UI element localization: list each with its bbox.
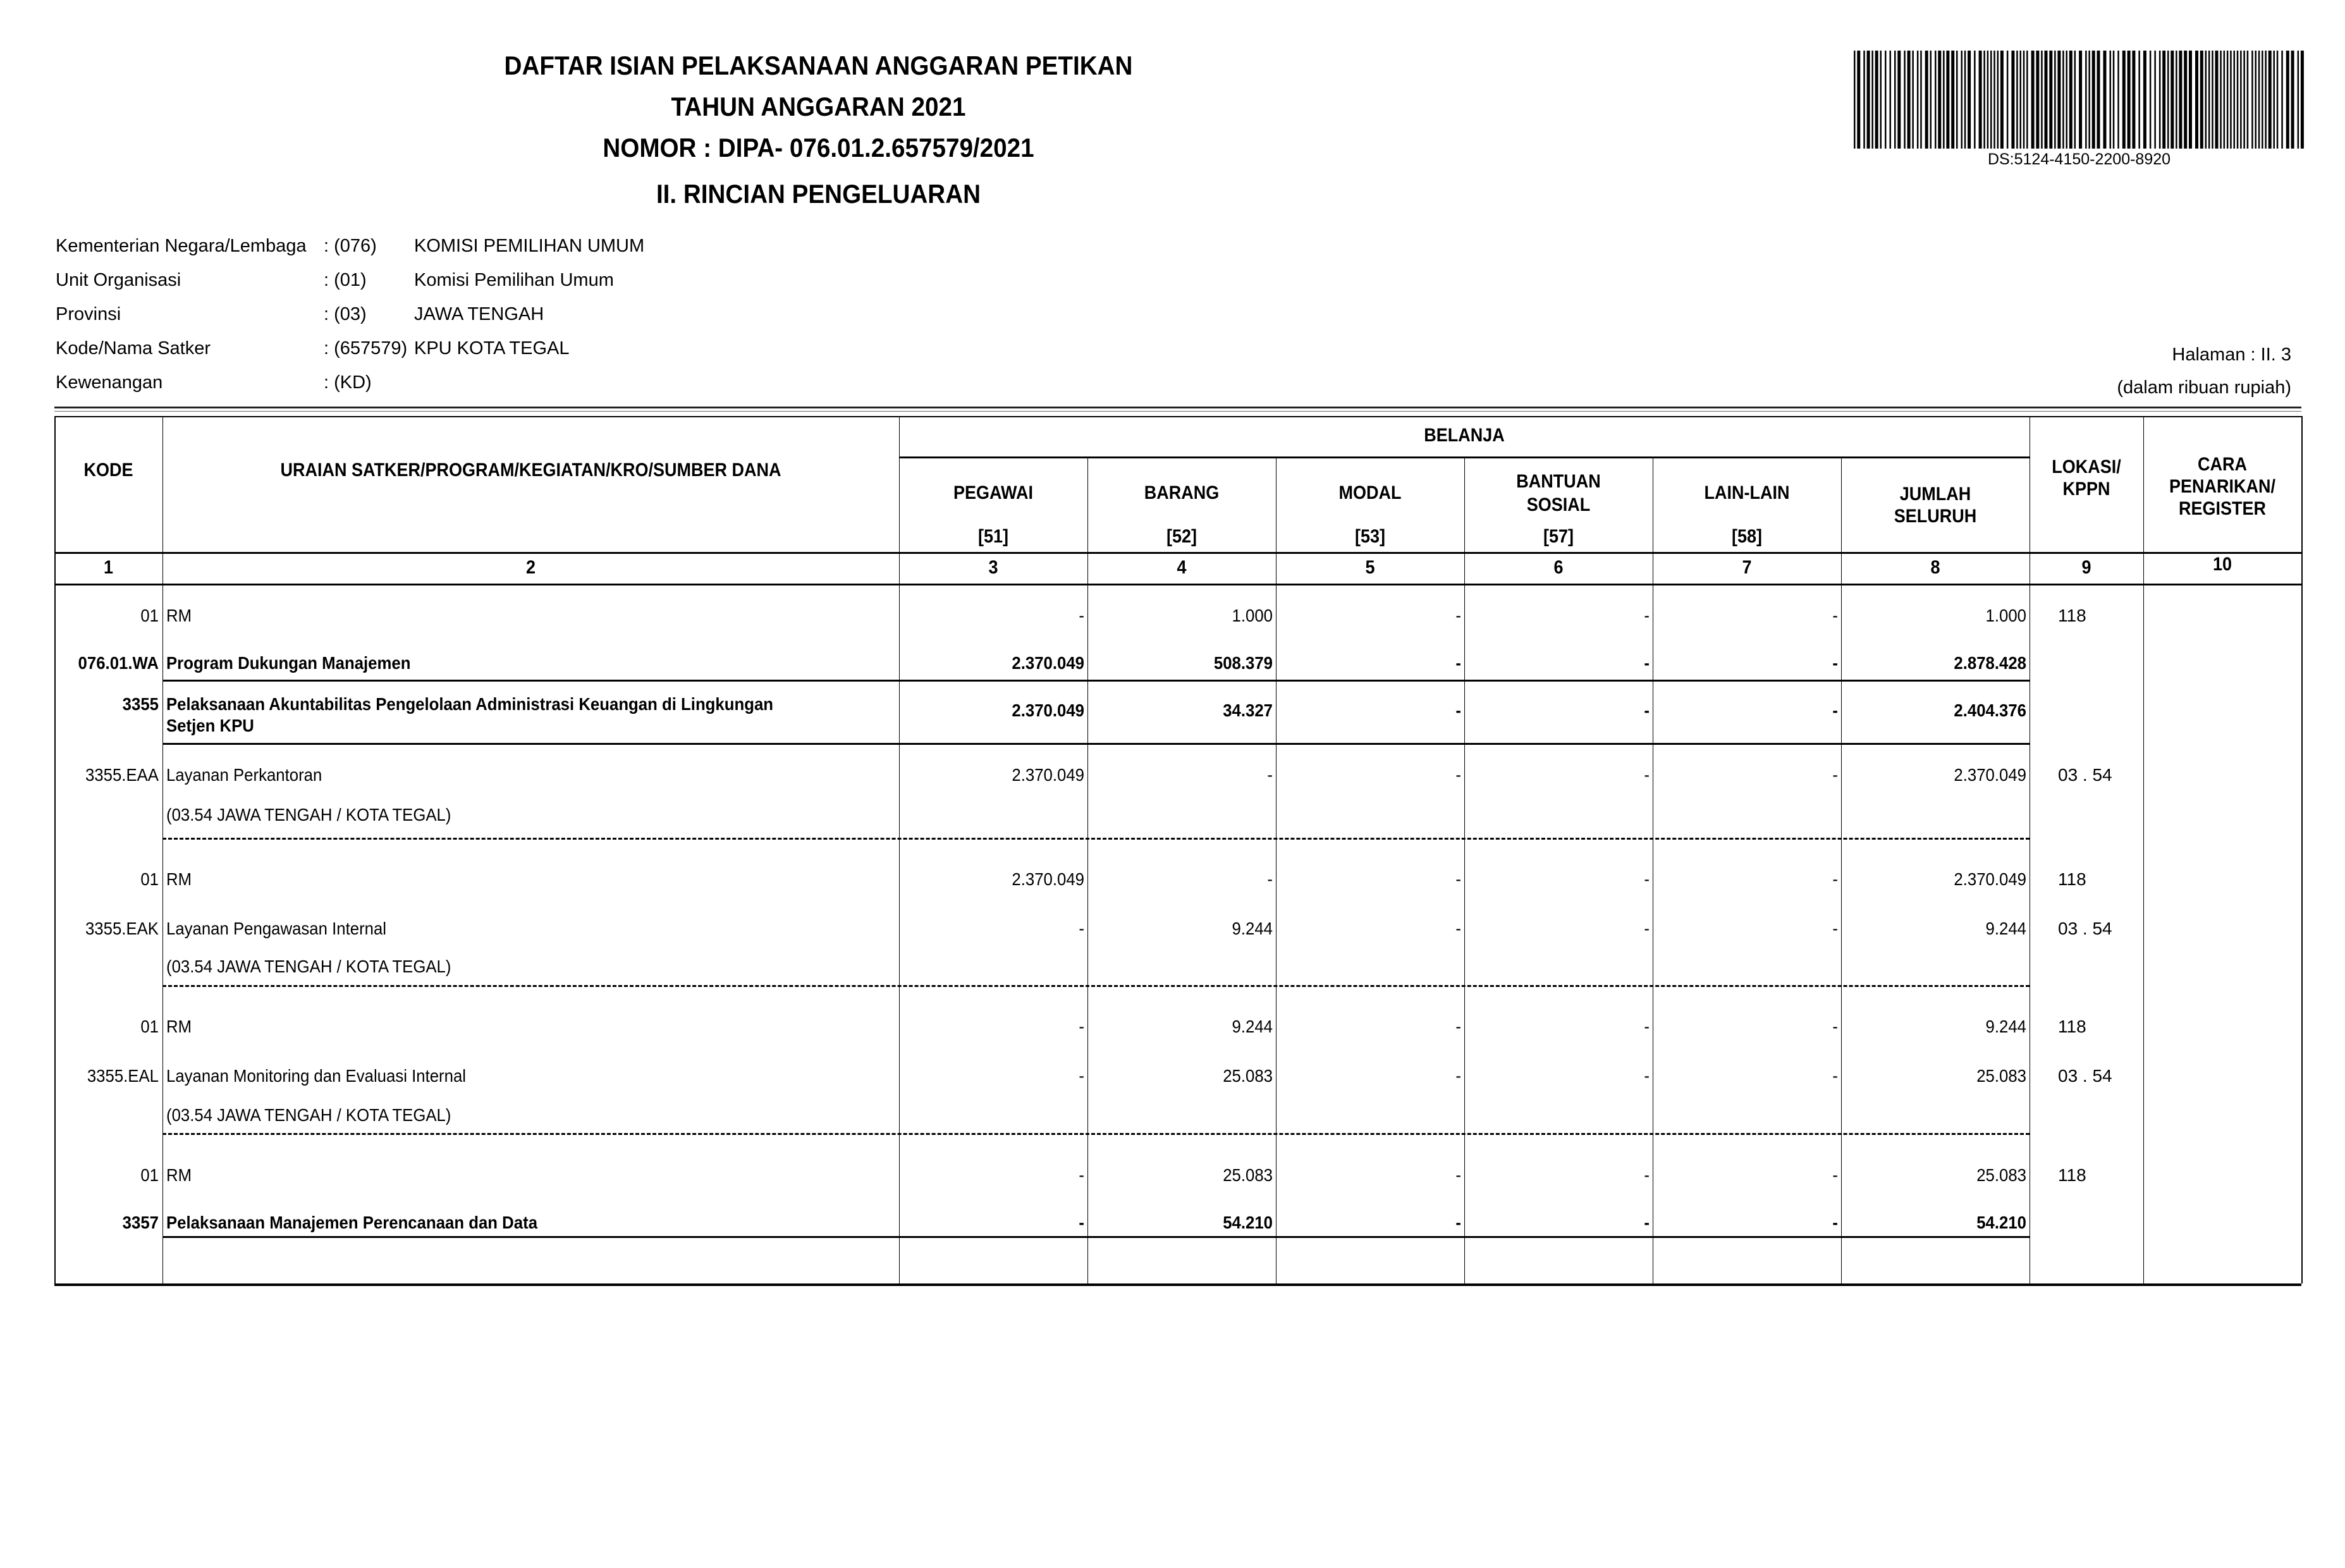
barcode-bar (2085, 51, 2087, 149)
row-modal: - (1455, 765, 1461, 785)
column-divider (2143, 416, 2144, 1283)
row-jumlah: 1.000 (1985, 606, 2026, 625)
barcode-bar (1990, 51, 1992, 149)
row-pegawai: - (1079, 1213, 1084, 1232)
row-separator-dashed (162, 985, 2030, 987)
barcode-bar (2258, 51, 2260, 149)
barcode-bar (1956, 51, 1958, 149)
row-barang: 54.210 (1223, 1213, 1273, 1232)
barcode-bar (1897, 51, 1901, 149)
barcode-bar (2212, 51, 2213, 149)
row-uraian: Layanan Perkantoran (166, 765, 322, 785)
barcode-bar (1875, 51, 1878, 149)
meta-code: : (01) (324, 270, 367, 290)
table-border-right (2301, 416, 2303, 1283)
barcode-bar (1863, 51, 1865, 149)
barcode-bar (1983, 51, 1985, 149)
barcode-bar (2159, 51, 2161, 149)
row-kode: 3357 (122, 1213, 159, 1232)
barcode-bar (2117, 51, 2119, 149)
row-barang: 508.379 (1213, 653, 1273, 673)
header-cara-2: PENARIKAN/ (2169, 476, 2276, 497)
row-bansos: - (1644, 606, 1650, 625)
row-jumlah: 2.878.428 (1954, 653, 2026, 673)
header-pegawai: PEGAWAI (953, 482, 1034, 503)
header-barang: BARANG (1144, 482, 1220, 503)
header-modal-code: [53] (1354, 526, 1386, 547)
row-modal: - (1455, 606, 1461, 625)
barcode-bar (1890, 51, 1892, 149)
row-kode: 3355.EAA (85, 765, 159, 785)
column-divider (162, 416, 163, 1283)
header-divider-thin (54, 411, 2301, 412)
row-jumlah: 9.244 (1985, 1017, 2026, 1036)
barcode-bar (2088, 51, 2090, 149)
barcode-bar (2045, 51, 2048, 149)
barcode-bar (2255, 51, 2257, 149)
row-lokasi: 118 (2058, 606, 2086, 625)
row-kode: 01 (140, 1165, 159, 1185)
row-pegawai: - (1079, 1066, 1084, 1086)
barcode-bar (2243, 51, 2245, 149)
barcode-bar (2208, 51, 2210, 149)
barcode-bar (2176, 51, 2177, 149)
barcode-bar (2031, 51, 2035, 149)
row-pegawai: 2.370.049 (1012, 869, 1084, 889)
row-kode: 3355 (122, 694, 159, 714)
row-separator (162, 743, 2030, 745)
header-bansos-2: SOSIAL (1526, 494, 1591, 515)
column-divider (1841, 456, 1842, 1283)
barcode-bar (2227, 51, 2229, 149)
row-jumlah: 2.370.049 (1954, 869, 2026, 889)
barcode-bar (2000, 51, 2004, 149)
meta-value: JAWA TENGAH (414, 304, 544, 324)
barcode-bar (2277, 51, 2279, 149)
barcode-bar (2143, 51, 2146, 149)
barcode-bar (1854, 51, 1856, 149)
barcode-bar (2079, 51, 2082, 149)
barcode-bar (2023, 51, 2025, 149)
meta-code: : (076) (324, 236, 377, 256)
barcode-bar (2066, 51, 2068, 149)
row-barang: 25.083 (1223, 1066, 1273, 1086)
header-lain: LAIN-LAIN (1704, 482, 1790, 503)
barcode-bar (2268, 51, 2272, 149)
header-bansos-code: [57] (1543, 526, 1574, 547)
row-modal: - (1455, 701, 1461, 720)
barcode-bar (2074, 51, 2076, 149)
row-pegawai: - (1079, 1165, 1084, 1185)
row-bansos: - (1644, 701, 1650, 720)
column-divider (1464, 456, 1465, 1283)
barcode-bar (1974, 51, 1976, 149)
column-number-bottom-line (54, 584, 2301, 585)
meta-code: : (657579) (324, 338, 408, 358)
barcode-bar (2036, 51, 2039, 149)
header-bottom-line (54, 552, 2301, 554)
row-lokasi: 118 (2058, 869, 2086, 889)
barcode-bar (1968, 51, 1971, 149)
row-bansos: - (1644, 765, 1650, 785)
row-uraian: RM (166, 606, 192, 625)
row-lokasi: 03 . 54 (2058, 919, 2112, 938)
row-lokasi: 118 (2058, 1017, 2086, 1036)
row-modal: - (1455, 1017, 1461, 1036)
barcode-bar (2230, 51, 2232, 149)
header-kode: KODE (83, 460, 133, 481)
row-separator-dashed (162, 838, 2030, 840)
barcode-bar (1997, 51, 1999, 149)
row-sublokasi: (03.54 JAWA TENGAH / KOTA TEGAL) (166, 805, 451, 824)
meta-label: Kewenangan (56, 372, 163, 393)
row-uraian: RM (166, 869, 192, 889)
barcode-bar (2138, 51, 2140, 149)
meta-label: Unit Organisasi (56, 270, 181, 290)
column-divider (1087, 456, 1088, 1283)
page-number: Halaman : II. 3 (2172, 345, 2291, 365)
row-bansos: - (1644, 919, 1650, 938)
belanja-subheader-line (899, 456, 2030, 458)
row-lain: - (1832, 765, 1838, 785)
row-uraian: Pelaksanaan Manajemen Perencanaan dan Data (166, 1213, 538, 1232)
row-modal: - (1455, 1165, 1461, 1185)
row-barang: 1.000 (1232, 606, 1273, 625)
row-pegawai: - (1079, 919, 1084, 938)
meta-value: Komisi Pemilihan Umum (414, 270, 614, 290)
meta-label: Provinsi (56, 304, 121, 324)
row-lain: - (1832, 1017, 1838, 1036)
meta-value: KOMISI PEMILIHAN UMUM (414, 236, 645, 256)
row-modal: - (1455, 919, 1461, 938)
row-lain: - (1832, 919, 1838, 938)
column-divider (1276, 456, 1277, 1283)
row-jumlah: 25.083 (1976, 1165, 2026, 1185)
barcode-bar (1925, 51, 1928, 149)
barcode-bar (2128, 51, 2131, 149)
header-cara-1: CARA (2197, 454, 2247, 475)
barcode-bar (2092, 51, 2095, 149)
barcode-bar (2237, 51, 2239, 149)
barcode-bar (2301, 51, 2304, 149)
column-number: 3 (988, 557, 998, 578)
row-kode: 01 (140, 606, 159, 625)
barcode-bar (1857, 51, 1860, 149)
row-pegawai: - (1079, 606, 1084, 625)
barcode-bar (2291, 51, 2294, 149)
meta-value: KPU KOTA TEGAL (414, 338, 570, 358)
barcode-bar (2247, 51, 2249, 149)
barcode-bar (2154, 51, 2156, 149)
row-pegawai: - (1079, 1017, 1084, 1036)
row-uraian: Layanan Monitoring dan Evaluasi Internal (166, 1066, 467, 1086)
barcode-bar (1946, 51, 1949, 149)
barcode-bar (2103, 51, 2107, 149)
row-barang: 25.083 (1223, 1165, 1273, 1185)
row-barang: 9.244 (1232, 1017, 1273, 1036)
barcode-bar (2234, 51, 2236, 149)
barcode-bar (2113, 51, 2115, 149)
row-bansos: - (1644, 1213, 1650, 1232)
row-kode: 076.01.WA (78, 653, 159, 673)
row-sublokasi: (03.54 JAWA TENGAH / KOTA TEGAL) (166, 957, 451, 976)
barcode-bar (2179, 51, 2182, 149)
barcode-bar (2262, 51, 2263, 149)
barcode-bar (2011, 51, 2014, 149)
barcode-bar (1920, 51, 1922, 149)
barcode-bar (1885, 51, 1887, 149)
row-separator (162, 680, 2030, 682)
column-number: 1 (103, 557, 114, 578)
row-kode: 3355.EAK (85, 919, 159, 938)
row-lain: - (1832, 701, 1838, 720)
row-barang: 34.327 (1223, 701, 1273, 720)
barcode-bar (2020, 51, 2022, 149)
column-divider (899, 416, 900, 1283)
barcode-bar (2224, 51, 2226, 149)
barcode-bar (2240, 51, 2242, 149)
table-border-left (54, 416, 56, 1283)
barcode-text: DS:5124-4150-2200-8920 (1987, 150, 2171, 168)
barcode-bar (1871, 51, 1873, 149)
barcode-bar (1880, 51, 1882, 149)
row-lain: - (1832, 869, 1838, 889)
header-jumlah-2: SELURUH (1894, 506, 1977, 527)
row-uraian-cont: Setjen KPU (166, 716, 254, 735)
barcode-bar (1935, 51, 1937, 149)
barcode-bar (1930, 51, 1932, 149)
row-modal: - (1455, 869, 1461, 889)
barcode-bar (1912, 51, 1914, 149)
row-pegawai: 2.370.049 (1012, 765, 1084, 785)
header-jumlah-1: JUMLAH (1899, 484, 1971, 505)
row-bansos: - (1644, 1017, 1650, 1036)
column-number: 6 (1553, 557, 1564, 578)
header-belanja: BELANJA (1424, 425, 1505, 446)
row-bansos: - (1644, 653, 1650, 673)
barcode-icon (1854, 51, 2305, 149)
barcode-bar (2215, 51, 2219, 149)
row-bansos: - (1644, 1165, 1650, 1185)
dipa-number: NOMOR : DIPA- 076.01.2.657579/2021 (603, 133, 1034, 162)
barcode-bar (1961, 51, 1963, 149)
row-lokasi: 03 . 54 (2058, 765, 2112, 785)
barcode-bar (2041, 51, 2043, 149)
header-pegawai-code: [51] (977, 526, 1009, 547)
row-lokasi: 118 (2058, 1165, 2086, 1185)
row-uraian: Program Dukungan Manajemen (166, 653, 411, 673)
barcode-bar (1987, 51, 1989, 149)
barcode-bar (2026, 51, 2028, 149)
row-jumlah: 9.244 (1985, 919, 2026, 938)
row-uraian: Pelaksanaan Akuntabilitas Pengelolaan Administrasi Keuangan di Lingkungan (166, 694, 774, 714)
column-number: 7 (1742, 557, 1752, 578)
table-border-top (54, 416, 2301, 417)
row-modal: - (1455, 653, 1461, 673)
barcode-bar (1964, 51, 1966, 149)
meta-code: : (KD) (324, 372, 372, 393)
barcode-bar (2062, 51, 2064, 149)
meta-code: : (03) (324, 304, 367, 324)
row-sublokasi: (03.54 JAWA TENGAH / KOTA TEGAL) (166, 1105, 451, 1125)
header-barang-code: [52] (1166, 526, 1197, 547)
barcode-bar (2171, 51, 2174, 149)
barcode-bar (1951, 51, 1954, 149)
barcode-bar (2162, 51, 2165, 149)
barcode-bar (2016, 51, 2018, 149)
row-modal: - (1455, 1213, 1461, 1232)
barcode-bar (2167, 51, 2169, 149)
barcode-bar (2054, 51, 2056, 149)
barcode-bar (1867, 51, 1870, 149)
barcode-bar (2205, 51, 2207, 149)
header-lain-code: [58] (1731, 526, 1763, 547)
row-uraian: RM (166, 1017, 192, 1036)
row-pegawai: 2.370.049 (1012, 701, 1084, 720)
barcode-bar (2195, 51, 2198, 149)
meta-label: Kode/Nama Satker (56, 338, 211, 358)
barcode-bar (2189, 51, 2192, 149)
header-modal: MODAL (1338, 482, 1402, 503)
barcode-bar (2184, 51, 2187, 149)
column-number: 4 (1177, 557, 1187, 578)
column-number: 2 (525, 557, 536, 578)
row-kode: 3355.EAL (87, 1066, 159, 1086)
row-barang: - (1267, 765, 1273, 785)
header-lokasi-2: KPPN (2062, 479, 2110, 499)
row-separator (162, 1236, 2030, 1238)
row-lokasi: 03 . 54 (2058, 1066, 2112, 1086)
header-bansos-1: BANTUAN (1516, 471, 1601, 492)
row-lain: - (1832, 606, 1838, 625)
header-lokasi-1: LOKASI/ (2052, 456, 2121, 477)
barcode-bar (1894, 51, 1896, 149)
row-jumlah: 2.404.376 (1954, 701, 2026, 720)
currency-unit-note: (dalam ribuan rupiah) (2117, 377, 2291, 398)
barcode-bar (2122, 51, 2126, 149)
barcode-bar (1904, 51, 1906, 149)
barcode-bar (2274, 51, 2275, 149)
barcode-bar (2251, 51, 2253, 149)
row-jumlah: 25.083 (1976, 1066, 2026, 1086)
header-divider (54, 407, 2301, 408)
barcode-bar (1907, 51, 1911, 149)
row-separator-dashed (162, 1133, 2030, 1135)
row-uraian: RM (166, 1165, 192, 1185)
barcode-bar (2110, 51, 2112, 149)
barcode-bar (2097, 51, 2100, 149)
barcode-bar (1979, 51, 1982, 149)
row-barang: 9.244 (1232, 919, 1273, 938)
row-kode: 01 (140, 1017, 159, 1036)
barcode-bar (2281, 51, 2283, 149)
row-jumlah: 54.210 (1976, 1213, 2026, 1232)
barcode-bar (2069, 51, 2073, 149)
row-barang: - (1267, 869, 1273, 889)
row-lain: - (1832, 1213, 1838, 1232)
barcode-bar (2049, 51, 2052, 149)
header-cara-3: REGISTER (2178, 498, 2267, 519)
column-number: 10 (2212, 554, 2232, 575)
row-pegawai: 2.370.049 (1012, 653, 1084, 673)
barcode-bar (2132, 51, 2135, 149)
barcode-bar (2220, 51, 2222, 149)
barcode-bar (1943, 51, 1945, 149)
barcode-bar (2150, 51, 2152, 149)
row-lain: - (1832, 1066, 1838, 1086)
section-title: II. RINCIAN PENGELUARAN (656, 179, 981, 209)
table-border-bottom (54, 1283, 2301, 1286)
row-bansos: - (1644, 1066, 1650, 1086)
document-title: DAFTAR ISIAN PELAKSANAAN ANGGARAN PETIKAN (504, 51, 1133, 80)
row-uraian: Layanan Pengawasan Internal (166, 919, 387, 938)
fiscal-year-title: TAHUN ANGGARAN 2021 (671, 92, 966, 121)
row-lain: - (1832, 1165, 1838, 1185)
column-number: 5 (1365, 557, 1375, 578)
barcode-bar (2200, 51, 2203, 149)
meta-label: Kementerian Negara/Lembaga (56, 236, 307, 256)
barcode-bar (2286, 51, 2289, 149)
barcode-bar (1917, 51, 1919, 149)
barcode-bar (2057, 51, 2060, 149)
barcode-bar (1938, 51, 1941, 149)
barcode-bar (2265, 51, 2267, 149)
barcode-bar (1993, 51, 1995, 149)
row-lain: - (1832, 653, 1838, 673)
row-kode: 01 (140, 869, 159, 889)
header-uraian: URAIAN SATKER/PROGRAM/KEGIATAN/KRO/SUMBER DANA (280, 460, 781, 481)
barcode-bar (2007, 51, 2009, 149)
row-modal: - (1455, 1066, 1461, 1086)
row-jumlah: 2.370.049 (1954, 765, 2026, 785)
column-number: 9 (2081, 557, 2091, 578)
barcode-bar (2298, 51, 2299, 149)
column-number: 8 (1930, 557, 1940, 578)
row-bansos: - (1644, 869, 1650, 889)
